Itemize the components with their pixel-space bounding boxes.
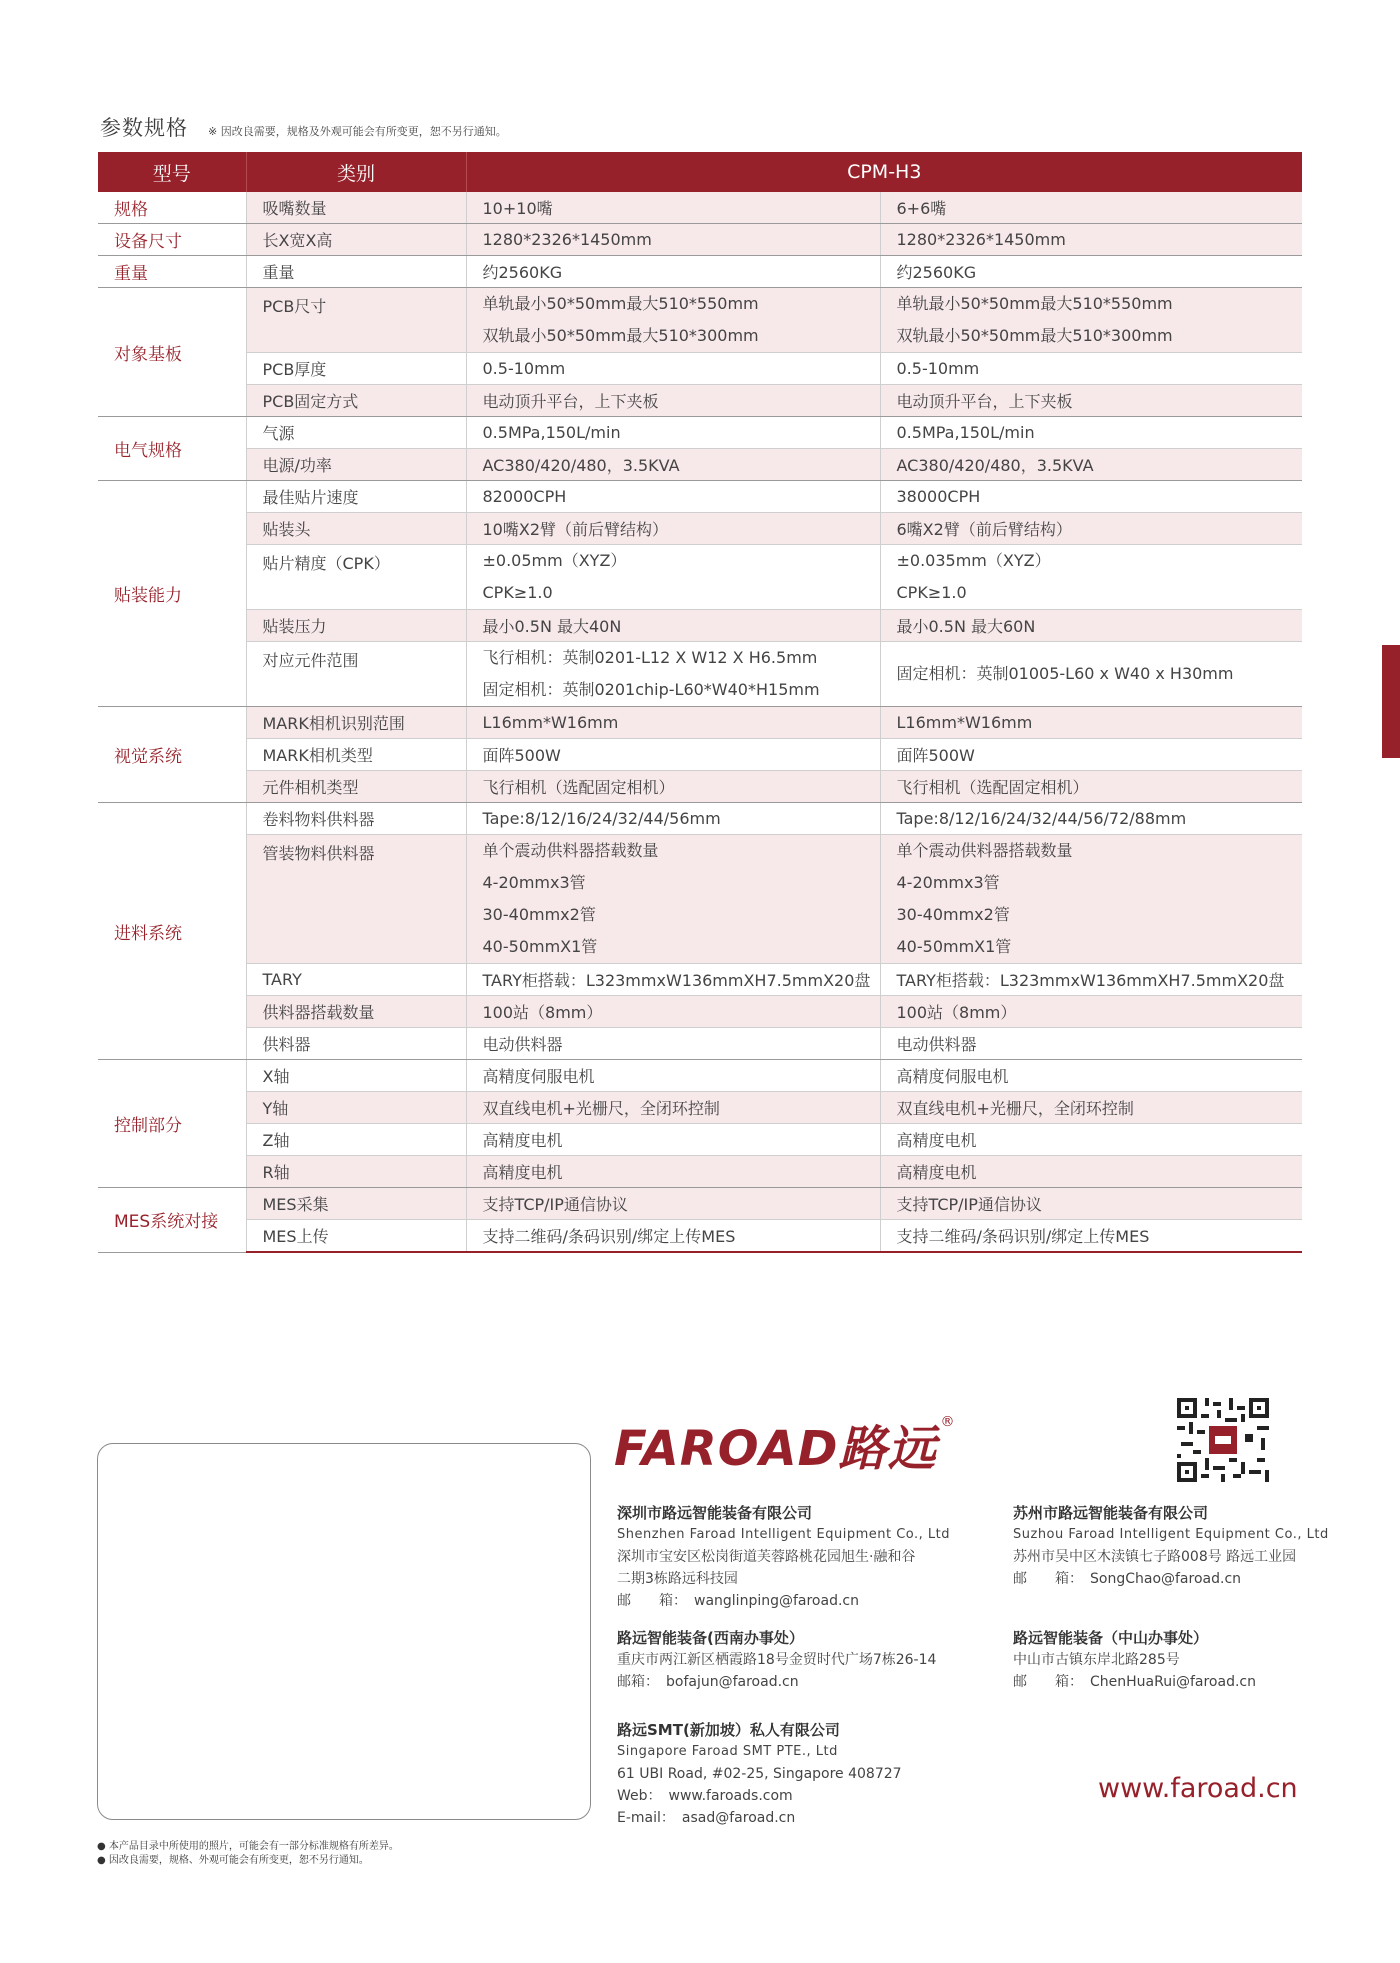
spec-group-label: 视觉系统: [98, 707, 246, 803]
spec-row: [98, 385, 1302, 417]
logo-wordmark: FAROAD路远: [614, 1421, 937, 1477]
office-name: 路远SMT(新加坡）私人有限公司: [617, 1721, 840, 1739]
spec-category: R轴: [246, 1156, 466, 1188]
spec-row: [98, 1092, 1302, 1124]
office-singapore: [617, 1719, 902, 1829]
spec-value-10-nozzle: 82000CPH: [466, 481, 880, 513]
spec-value-10-nozzle: TARY柜搭载：L323mmxW136mmXH7.5mmX20盘: [466, 964, 880, 996]
footnotes: [97, 1840, 399, 1868]
header-cpm-h3: CPM-H3: [466, 152, 1302, 192]
spec-value-6-nozzle: 高精度电机: [880, 1124, 1302, 1156]
office-name: 路远智能装备（中山办事处）: [1013, 1629, 1209, 1647]
spec-row: [98, 545, 1302, 610]
office-address: 61 UBI Road, #02-25, Singapore 408727: [617, 1766, 902, 1782]
spec-value-line: 双轨最小50*50mm最大510*300mm: [896, 326, 1173, 345]
spec-value-6-nozzle: 1280*2326*1450mm: [880, 224, 1302, 256]
spec-value-6-nozzle: 0.5MPa,150L/min: [880, 417, 1302, 449]
header-category: 类别: [246, 152, 466, 192]
office-address: 二期3栋路远科技园: [617, 1571, 738, 1587]
office-name-en: Singapore Faroad SMT PTE., Ltd: [617, 1744, 838, 1759]
spec-value-6-nozzle: 高精度电机: [880, 1156, 1302, 1188]
spec-value-6-nozzle: [880, 545, 1302, 610]
spec-value-6-nozzle: 电动供料器: [880, 1028, 1302, 1060]
spec-value-line: 40-50mmX1管: [896, 937, 1012, 956]
spec-value-10-nozzle: 飞行相机（选配固定相机）: [466, 771, 880, 803]
side-tab-marker: [1382, 645, 1400, 758]
footnote: ● 因改良需要，规格、外观可能会有所变更，恕不另行通知。: [97, 1855, 369, 1866]
spec-value-6-nozzle: 飞行相机（选配固定相机）: [880, 771, 1302, 803]
spec-row: [98, 996, 1302, 1028]
spec-category: 重量: [246, 256, 466, 288]
spec-category: MES上传: [246, 1220, 466, 1253]
spec-category: PCB厚度: [246, 353, 466, 385]
spec-value-line: 40-50mmX1管: [482, 937, 598, 956]
spec-value-line: ±0.035mm（XYZ）: [896, 551, 1051, 570]
registered-mark: ®: [940, 1414, 955, 1430]
spec-category: 管装物料供料器: [246, 835, 466, 964]
spec-category: 供料器搭载数量: [246, 996, 466, 1028]
office-name: 路远智能装备(西南办事处）: [617, 1629, 804, 1647]
office-email: 邮 箱： SongChao@faroad.cn: [1013, 1571, 1242, 1587]
spec-category: MARK相机类型: [246, 739, 466, 771]
office-name: 深圳市路远智能装备有限公司: [617, 1504, 813, 1522]
footnote: ● 本产品目录中所使用的照片，可能会有一部分标准规格有所差异。: [97, 1841, 399, 1852]
website-link[interactable]: www.faroad.cn: [1098, 1773, 1298, 1804]
spec-value-line: 4-20mmx3管: [896, 873, 1000, 892]
spec-category: Y轴: [246, 1092, 466, 1124]
spec-group-label: 规格: [98, 192, 246, 224]
spec-value-line: 4-20mmx3管: [482, 873, 586, 892]
office-address: 苏州市吴中区木渎镇七子路008号 路远工业园: [1013, 1549, 1297, 1565]
spec-category: 吸嘴数量: [246, 192, 466, 224]
spec-table: [98, 152, 1302, 1253]
spec-row: [98, 707, 1302, 739]
spec-category: PCB固定方式: [246, 385, 466, 417]
spec-value-6-nozzle: AC380/420/480，3.5KVA: [880, 449, 1302, 481]
spec-value-10-nozzle: 电动供料器: [466, 1028, 880, 1060]
office-suzhou: [1013, 1502, 1329, 1590]
spec-row: [98, 417, 1302, 449]
office-web: Web： www.faroads.com: [617, 1788, 793, 1804]
spec-value-10-nozzle: 0.5-10mm: [466, 353, 880, 385]
spec-value-10-nozzle: 支持二维码/条码识别/绑定上传MES: [466, 1220, 880, 1253]
spec-value-10-nozzle: 高精度伺服电机: [466, 1060, 880, 1092]
spec-category: MES采集: [246, 1188, 466, 1220]
spec-value-10-nozzle: 10嘴X2臂（前后臂结构）: [466, 513, 880, 545]
spec-row: [98, 1060, 1302, 1092]
spec-value-6-nozzle: 支持TCP/IP通信协议: [880, 1188, 1302, 1220]
spec-value-6-nozzle: 面阵500W: [880, 739, 1302, 771]
spec-value-6-nozzle: 约2560KG: [880, 256, 1302, 288]
office-name: 苏州市路远智能装备有限公司: [1013, 1504, 1209, 1522]
spec-row: [98, 1124, 1302, 1156]
spec-value-10-nozzle: 100站（8mm）: [466, 996, 880, 1028]
spec-group-label: 进料系统: [98, 803, 246, 1060]
spec-value-6-nozzle: 100站（8mm）: [880, 996, 1302, 1028]
spec-value-6-nozzle: [880, 835, 1302, 964]
spec-value-line: 30-40mmx2管: [482, 905, 596, 924]
spec-value-6-nozzle: 双直线电机+光栅尺，全闭环控制: [880, 1092, 1302, 1124]
spec-value-6-nozzle: 支持二维码/条码识别/绑定上传MES: [880, 1220, 1302, 1253]
faroad-logo: [614, 1410, 955, 1479]
spec-body: [98, 192, 1302, 1252]
office-address: 重庆市两江新区栖霞路18号金贸时代广场7栋26-14: [617, 1652, 937, 1668]
spec-category: 长X宽X高: [246, 224, 466, 256]
spec-row: [98, 1188, 1302, 1220]
spec-value-line: 单轨最小50*50mm最大510*550mm: [482, 294, 759, 313]
spec-group-label: 重量: [98, 256, 246, 288]
office-name-en: Suzhou Faroad Intelligent Equipment Co., Ltd: [1013, 1527, 1329, 1542]
spec-value-6-nozzle: [880, 288, 1302, 353]
spec-value-line: 固定相机：英制0201chip-L60*W40*H15mm: [482, 680, 820, 699]
spec-category: MARK相机识别范围: [246, 707, 466, 739]
office-address: 中山市古镇东岸北路285号: [1013, 1652, 1180, 1668]
spec-category: 对应元件范围: [246, 642, 466, 707]
spec-value-10-nozzle: Tape:8/12/16/24/32/44/56mm: [466, 803, 880, 835]
office-shenzhen: [617, 1502, 950, 1612]
spec-row: [98, 642, 1302, 707]
spec-row: [98, 803, 1302, 835]
spec-value-10-nozzle: 最小0.5N 最大40N: [466, 610, 880, 642]
spec-value-10-nozzle: [466, 835, 880, 964]
spec-category: PCB尺寸: [246, 288, 466, 353]
spec-category: 卷料物料供料器: [246, 803, 466, 835]
spec-category: TARY: [246, 964, 466, 996]
spec-category: Z轴: [246, 1124, 466, 1156]
spec-row: [98, 256, 1302, 288]
spec-row: [98, 610, 1302, 642]
spec-row: [98, 739, 1302, 771]
spec-title: 参数规格: [100, 116, 188, 140]
spec-category: 贴装头: [246, 513, 466, 545]
spec-category: 最佳贴片速度: [246, 481, 466, 513]
spec-row: [98, 224, 1302, 256]
spec-value-line: 单个震动供料器搭载数量: [896, 841, 1073, 860]
spec-value-line: 飞行相机：英制0201-L12 X W12 X H6.5mm: [482, 648, 818, 667]
spec-row: [98, 353, 1302, 385]
photo-card-frame: [97, 1443, 591, 1820]
spec-header-row: [98, 152, 1302, 192]
spec-group-label: 电气规格: [98, 417, 246, 481]
office-email: 邮 箱： wanglinping@faroad.cn: [617, 1593, 859, 1609]
spec-value-10-nozzle: 双直线电机+光栅尺，全闭环控制: [466, 1092, 880, 1124]
spec-value-6-nozzle: 6+6嘴: [880, 192, 1302, 224]
spec-category: 贴装压力: [246, 610, 466, 642]
spec-value-10-nozzle: 面阵500W: [466, 739, 880, 771]
spec-value-6-nozzle: 38000CPH: [880, 481, 1302, 513]
spec-value-10-nozzle: [466, 642, 880, 707]
spec-value-line: 30-40mmx2管: [896, 905, 1010, 924]
spec-row: [98, 1028, 1302, 1060]
spec-value-line: 双轨最小50*50mm最大510*300mm: [482, 326, 759, 345]
spec-value-10-nozzle: L16mm*W16mm: [466, 707, 880, 739]
spec-category: 元件相机类型: [246, 771, 466, 803]
spec-row: [98, 481, 1302, 513]
spec-row: [98, 771, 1302, 803]
spec-group-label: MES系统对接: [98, 1188, 246, 1253]
spec-value-10-nozzle: 电动顶升平台，上下夹板: [466, 385, 880, 417]
spec-row: [98, 835, 1302, 964]
spec-value-line: 单轨最小50*50mm最大510*550mm: [896, 294, 1173, 313]
spec-value-6-nozzle: 0.5-10mm: [880, 353, 1302, 385]
spec-group-label: 对象基板: [98, 288, 246, 417]
spec-value-10-nozzle: 约2560KG: [466, 256, 880, 288]
spec-value-line: CPK≥1.0: [482, 583, 553, 602]
spec-value-10-nozzle: 10+10嘴: [466, 192, 880, 224]
spec-note: ※ 因改良需要，规格及外观可能会有所变更，恕不另行通知。: [208, 125, 507, 138]
spec-value-6-nozzle: 6嘴X2臂（前后臂结构）: [880, 513, 1302, 545]
spec-value-10-nozzle: [466, 288, 880, 353]
spec-value-10-nozzle: [466, 545, 880, 610]
office-southwest: [617, 1627, 936, 1693]
spec-value-line: 单个震动供料器搭载数量: [482, 841, 659, 860]
office-email: E-mail： asad@faroad.cn: [617, 1810, 796, 1826]
spec-value-6-nozzle: 最小0.5N 最大60N: [880, 610, 1302, 642]
spec-value-6-nozzle: Tape:8/12/16/24/32/44/56/72/88mm: [880, 803, 1302, 835]
spec-heading: [100, 112, 507, 142]
spec-row: [98, 192, 1302, 224]
spec-category: 电源/功率: [246, 449, 466, 481]
office-address: 深圳市宝安区松岗街道芙蓉路桃花园旭生·融和谷: [617, 1549, 916, 1565]
spec-value-10-nozzle: 高精度电机: [466, 1156, 880, 1188]
spec-row: [98, 449, 1302, 481]
spec-category: 供料器: [246, 1028, 466, 1060]
spec-value-10-nozzle: 1280*2326*1450mm: [466, 224, 880, 256]
spec-group-label: 贴装能力: [98, 481, 246, 707]
office-email: 邮箱： bofajun@faroad.cn: [617, 1674, 799, 1690]
spec-value-6-nozzle: [880, 642, 1302, 707]
spec-category: 贴片精度（CPK）: [246, 545, 466, 610]
spec-value-10-nozzle: AC380/420/480，3.5KVA: [466, 449, 880, 481]
spec-row: [98, 964, 1302, 996]
spec-value-6-nozzle: 电动顶升平台，上下夹板: [880, 385, 1302, 417]
spec-row: [98, 288, 1302, 353]
spec-group-label: 控制部分: [98, 1060, 246, 1188]
spec-value-line: 固定相机：英制01005-L60 x W40 x H30mm: [896, 664, 1234, 683]
spec-row: [98, 513, 1302, 545]
qr-code-icon: [1177, 1398, 1269, 1482]
spec-value-10-nozzle: 支持TCP/IP通信协议: [466, 1188, 880, 1220]
spec-value-10-nozzle: 高精度电机: [466, 1124, 880, 1156]
office-email: 邮 箱： ChenHuaRui@faroad.cn: [1013, 1674, 1256, 1690]
spec-category: X轴: [246, 1060, 466, 1092]
office-zhongshan: [1013, 1627, 1256, 1693]
header-model: 型号: [98, 152, 246, 192]
spec-group-label: 设备尺寸: [98, 224, 246, 256]
spec-value-6-nozzle: L16mm*W16mm: [880, 707, 1302, 739]
spec-value-10-nozzle: 0.5MPa,150L/min: [466, 417, 880, 449]
spec-row: [98, 1156, 1302, 1188]
spec-value-line: CPK≥1.0: [896, 583, 967, 602]
spec-value-line: ±0.05mm（XYZ）: [482, 551, 627, 570]
spec-value-6-nozzle: TARY柜搭载：L323mmxW136mmXH7.5mmX20盘: [880, 964, 1302, 996]
spec-category: 气源: [246, 417, 466, 449]
spec-row: [98, 1220, 1302, 1253]
spec-value-6-nozzle: 高精度伺服电机: [880, 1060, 1302, 1092]
office-name-en: Shenzhen Faroad Intelligent Equipment Co., Ltd: [617, 1527, 950, 1542]
